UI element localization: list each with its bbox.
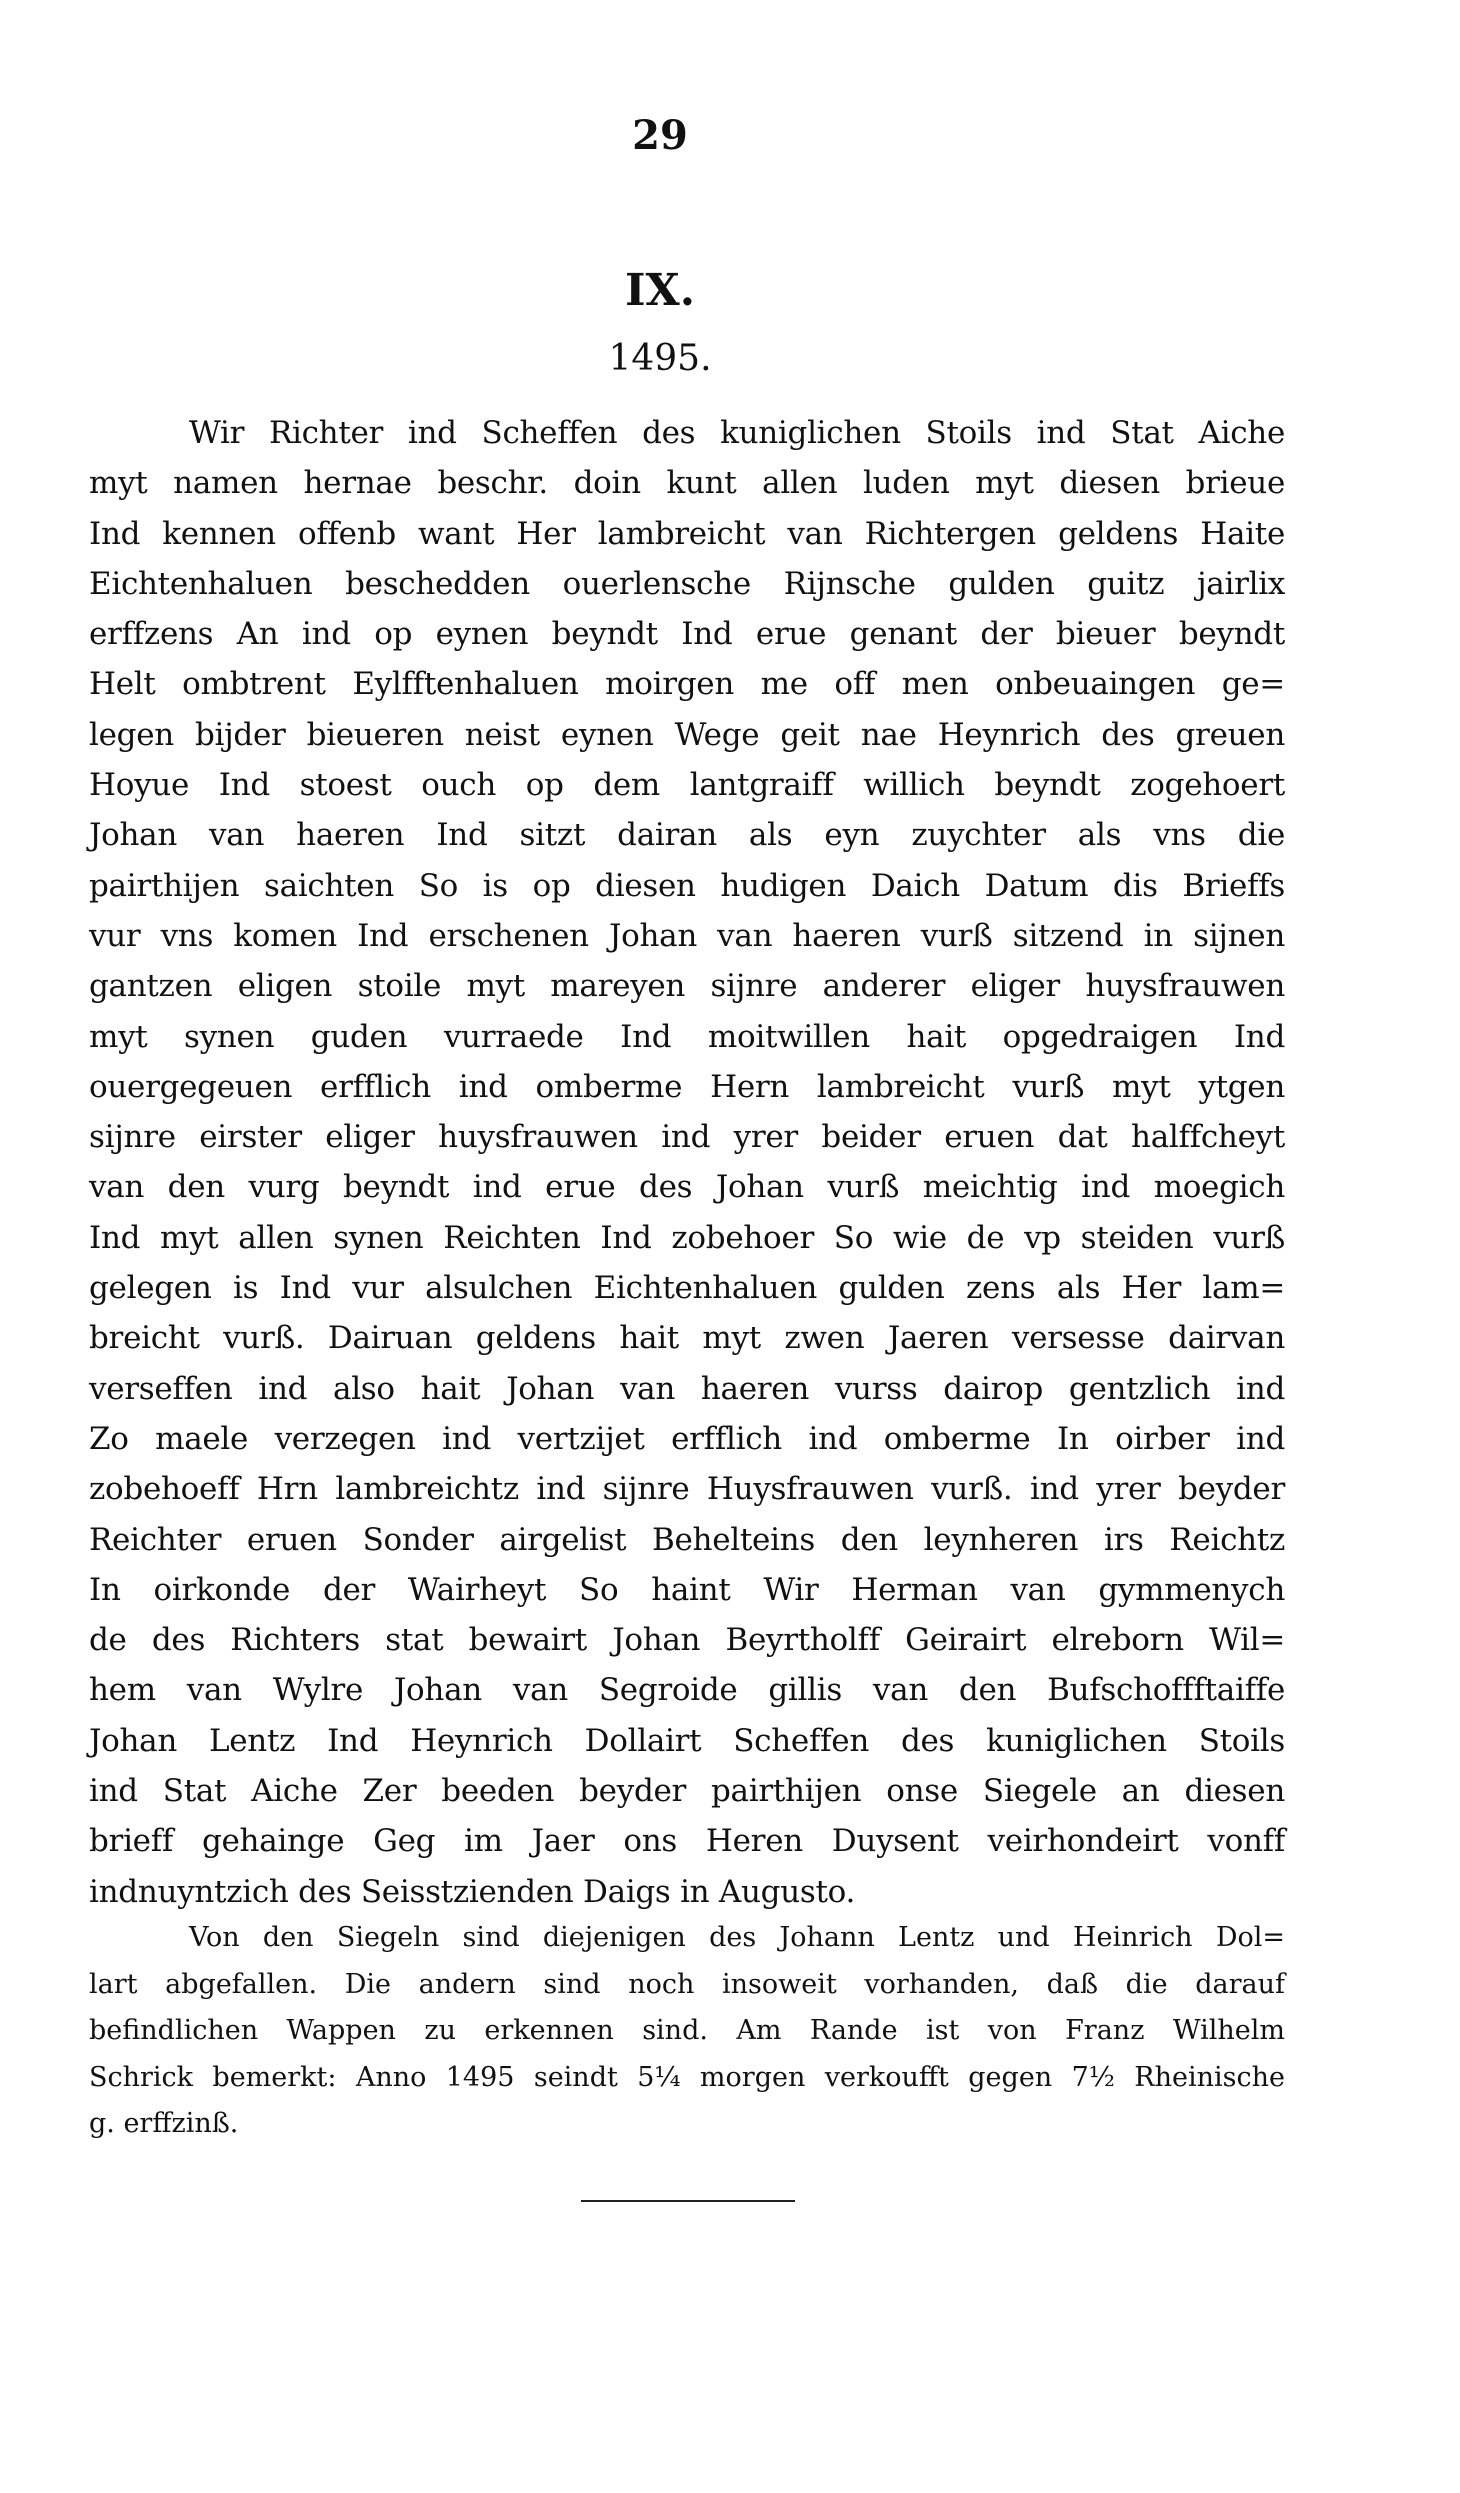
footnote-line: Schrick bemerkt: Anno 1495 seindt 5¼ morgen verkoufft gegen 7½ Rheinische xyxy=(89,2061,1285,2093)
text-line: erffzens An ind op eynen beyndt Ind erue genant der bieuer beyndt xyxy=(89,616,1285,653)
text-line: gelegen is Ind vur alsulchen Eichtenhaluen gulden zens als Her lam= xyxy=(89,1270,1285,1307)
text-line: Eichtenhaluen beschedden ouerlensche Rijnsche gulden guitz jairlix xyxy=(89,565,1285,602)
text-line: ouergegeuen erfflich ind omberme Hern lambreicht vurß myt ytgen xyxy=(89,1068,1285,1105)
text-line: breicht vurß. Dairuan geldens hait myt zwen Jaeren versesse dairvan xyxy=(89,1320,1285,1357)
footnote-line: Von den Siegeln sind diejenigen des Johann Lentz und Heinrich Dol= xyxy=(189,1922,1285,1953)
document-body xyxy=(89,408,1285,1917)
text-line: Helt ombtrent Eylfftenhaluen moirgen me off men onbeuaingen ge= xyxy=(89,666,1285,703)
text-line: pairthijen saichten So is op diesen hudigen Daich Datum dis Brieffs xyxy=(89,867,1285,904)
text-line: vur vns komen Ind erschenen Johan van haeren vurß sitzend in sijnen xyxy=(89,917,1285,954)
text-line: Ind kennen offenb want Her lambreicht van Richtergen geldens Haite xyxy=(89,515,1285,552)
text-line: Wir Richter ind Scheffen des kuniglichen Stoils ind Stat Aiche xyxy=(189,415,1285,451)
text-line: In oirkonde der Wairheyt So haint Wir Herman van gymmenych xyxy=(89,1571,1285,1608)
text-line: ind Stat Aiche Zer beeden beyder pairthijen onse Siegele an diesen xyxy=(89,1773,1285,1810)
text-line: verseffen ind also hait Johan van haeren vurss dairop gentzlich ind xyxy=(89,1370,1285,1407)
footnote-line: lart abgefallen. Die andern sind noch insoweit vorhanden, daß die darauf xyxy=(89,1968,1285,2000)
chapter-heading: IX. xyxy=(624,265,696,316)
text-line: de des Richters stat bewairt Johan Beyrtholff Geirairt elreborn Wil= xyxy=(89,1622,1285,1659)
text-line: sijnre eirster eliger huysfrauwen ind yrer beider eruen dat halffcheyt xyxy=(89,1119,1285,1156)
text-line: Ind myt allen synen Reichten Ind zobehoer So wie de vp steiden vurß xyxy=(89,1219,1285,1256)
text-line: Johan Lentz Ind Heynrich Dollairt Scheffen des kuniglichen Stoils xyxy=(89,1722,1285,1759)
footnote-line: befindlichen Wappen zu erkennen sind. Am Rande ist von Franz Wilhelm xyxy=(89,2015,1285,2046)
text-line: Johan van haeren Ind sitzt dairan als eyn zuychter als vns die xyxy=(89,817,1285,854)
document-year: 1495. xyxy=(608,338,712,379)
footnote xyxy=(89,1915,1285,2148)
text-line: indnuyntzich des Seisstzienden Daigs in Augusto. xyxy=(89,1873,856,1910)
text-line: Hoyue Ind stoest ouch op dem lantgraiff willich beyndt zogehoert xyxy=(89,767,1285,804)
text-line: gantzen eligen stoile myt mareyen sijnre anderer eliger huysfrauwen xyxy=(89,968,1285,1005)
text-line: zobehoeff Hrn lambreichtz ind sijnre Huysfrauwen vurß. ind yrer beyder xyxy=(89,1471,1285,1508)
text-line: Reichter eruen Sonder airgelist Behelteins den leynheren irs Reichtz xyxy=(89,1521,1285,1558)
text-line: myt namen hernae beschr. doin kunt allen luden myt diesen brieue xyxy=(89,465,1285,502)
page-number: 29 xyxy=(632,112,688,159)
footnote-line: g. erffzinß. xyxy=(89,2108,239,2139)
text-line: hem van Wylre Johan van Segroide gillis van den Bufschoffftaiffe xyxy=(89,1672,1285,1709)
separator-rule xyxy=(581,2200,795,2202)
text-line: van den vurg beyndt ind erue des Johan vurß meichtig ind moegich xyxy=(89,1169,1285,1206)
text-line: Zo maele verzegen ind vertzijet erfflich ind omberme In oirber ind xyxy=(89,1420,1285,1457)
text-line: legen bijder bieueren neist eynen Wege geit nae Heynrich des greuen xyxy=(89,716,1285,753)
text-line: brieff gehainge Geg im Jaer ons Heren Duysent veirhondeirt vonff xyxy=(89,1823,1285,1860)
text-line: myt synen guden vurraede Ind moitwillen hait opgedraigen Ind xyxy=(89,1018,1285,1055)
